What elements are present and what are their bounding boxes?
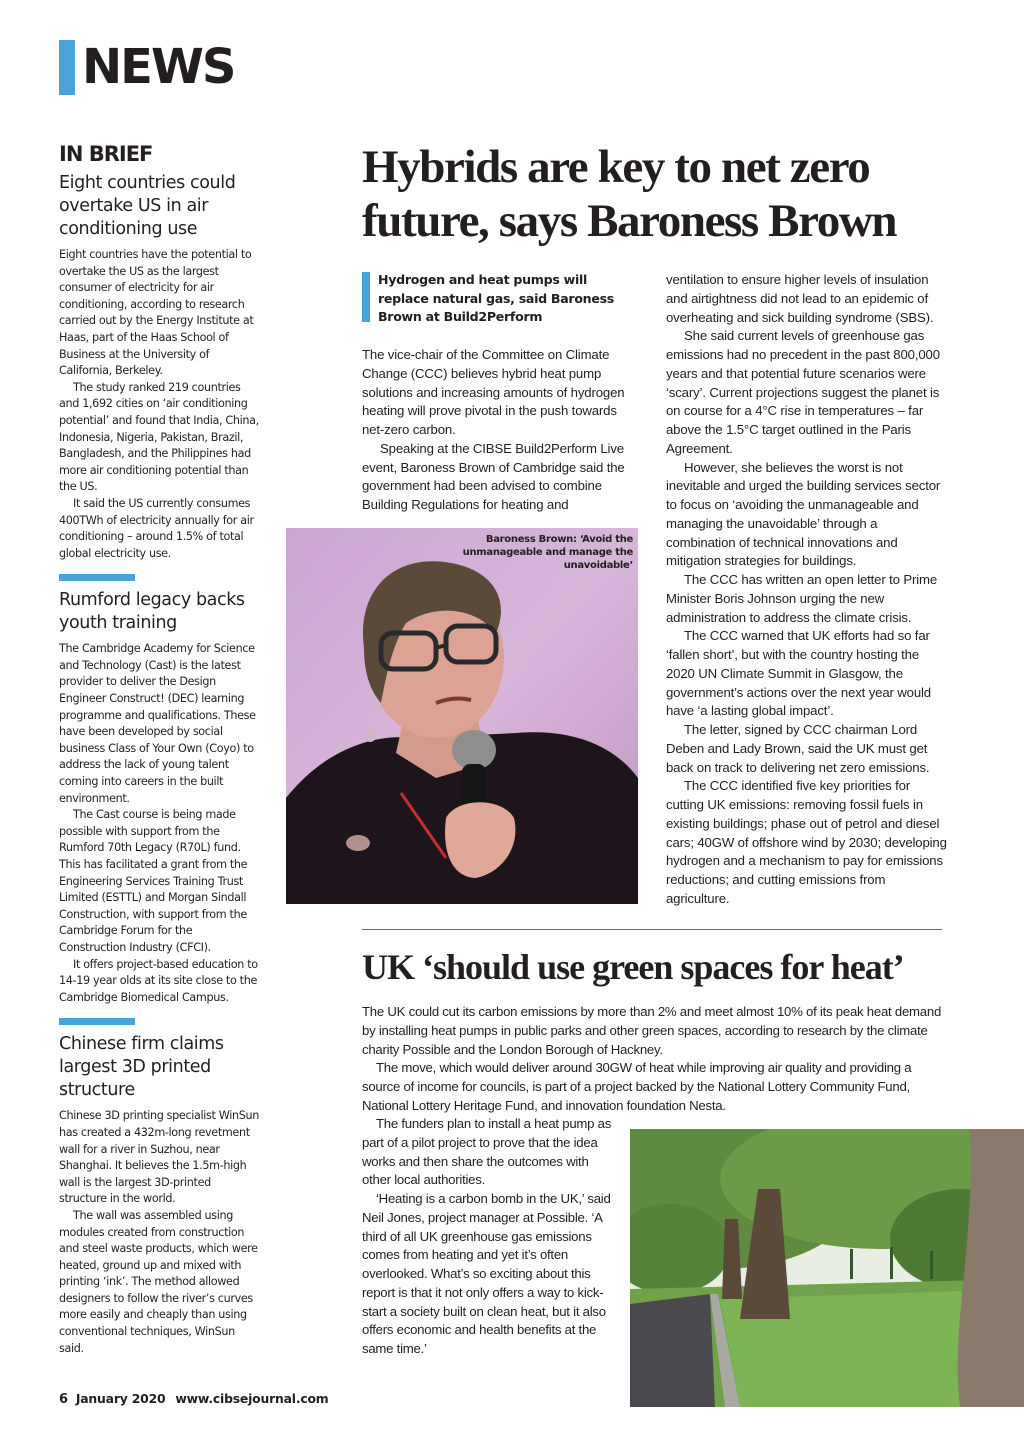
website-link[interactable]: www.cibsejournal.com [175,1391,329,1406]
brief-divider [59,574,135,581]
brief-headline: Chinese firm claims largest 3D printed structure [59,1034,224,1101]
brief-paragraph: The Cambridge Academy for Science and Technology (Cast) is the latest provider to deliver the Design Engineer Construct! (DEC) learning programme and qualifications. These have been developed by social business Class of Your Own (Coyo) to address the lack of young talent coming into careers in the built environment. [59,642,256,805]
article-paragraph: However, she believes the worst is not inevitable and urged the building services sector to focus on ‘avoiding the unmanageable and managing the unavoidable’ through a combination of technical innovations and mitigation strategies for buildings. [666,459,941,569]
article-paragraph: Speaking at the CIBSE Build2Perform Live event, Baroness Brown of Cambridge said the government had been advised to combine Building Regulations for heating and [362,440,625,512]
photo-caption: Baroness Brown: ‘Avoid the unmanageable and manage the unavoidable’ [462,534,633,571]
brief-paragraph: The study ranked 219 countries and 1,692 cities on ‘air conditioning potential’ and found that India, China, Indonesia, Nigeria, Pakistan, Brazil, Bangladesh, and the Philippines had more air conditioning potential than the US. [59,380,259,494]
brief-paragraph: The wall was assembled using modules created from construction and steel waste products, which were heated, ground up and mixed with printing ‘ink’. The method allowed designers to follow the river’s curves more easily and cheaply than using conventional techniques, WinSun said. [59,1208,258,1355]
article-paragraph: The CCC warned that UK efforts had so far ‘fallen short’, but with the country hosting the 2020 UN Climate Summit in Glasgow, the government’s actions over the next year would have ‘a lasting global impact’. [666,628,931,719]
in-brief-sidebar [59,140,259,1357]
page-footer [59,1391,339,1408]
standfirst-accent-bar [362,272,370,322]
article-paragraph: She said current levels of greenhouse gas emissions had no precedent in the past 800,000 years and that potential future scenarios were ‘scary’. Current projections suggest the planet is on course for a 4°C rise in temperatures – far above the 1.5°C target outlined in the Paris Agreement. [666,328,940,456]
brief-item [59,589,259,1006]
article-paragraph: ‘Heating is a carbon bomb in the UK,’ said Neil Jones, project manager at Possible. ‘A third of all UK greenhouse gas emissions comes from heating and yet it’s often overlooked. What’s so exciting about this report is that it not only offers a way to kick-start a society built on clean heat, but it also offers economic and health benefits at the same time.’ [362,1191,611,1356]
brief-item [59,1033,259,1357]
brief-paragraph: Chinese 3D printing specialist WinSun has created a 432m-long revetment wall for a river in Suzhou, near Shanghai. It believes the 1.5m-high wall is the largest 3D-printed structure in the world. [59,1109,259,1206]
brief-headline: Rumford legacy backs youth training [59,590,245,634]
article-paragraph: The letter, signed by CCC chairman Lord Deben and Lady Brown, said the UK must get back on track to delivering net zero emissions. [666,722,930,775]
brief-item [59,172,259,562]
brief-paragraph: The Cast course is being made possible with support from the Rumford 70th Legacy (R70L) fund. This has facilitated a grant from the Engineering Services Training Trust Limited (ESTTL) and Morgan Sindall Construction, with support from the Cambridge Forum for the Construction Industry (CFCI). [59,808,248,954]
article-column-1 [362,346,642,515]
article-paragraph: The CCC has written an open letter to Prime Minister Boris Johnson urging the new administration to address the climate crisis. [666,572,938,625]
article-headline: UK ‘should use green spaces for heat’ [362,947,904,987]
article-paragraph: ventilation to ensure higher levels of insulation and airtightness did not lead to an epidemic of overheating and sick building syndrome (SBS). [666,272,934,325]
section-accent-bar [59,40,75,95]
park-illustration [630,1129,1024,1407]
in-brief-label: IN BRIEF [59,142,153,166]
brief-paragraph: Eight countries have the potential to overtake the US as the largest consumer of electricity for air conditioning, according to research carried out by the Energy Institute at Haas, part of the Haas School of Business at the University of California, Berkeley. [59,248,254,378]
brief-paragraph: It offers project-based education to 14-19 year olds at its site close to the Cambridge Biomedical Campus. [59,957,258,1004]
article-intro [362,1003,942,1116]
brief-divider [59,1018,135,1025]
article-divider [362,929,942,930]
article-paragraph: The UK could cut its carbon emissions by more than 2% and meet almost 10% of its peak heat demand by installing heat pumps in public parks and other green spaces, according to research by the climate charity Possible and the London Borough of Hackney. [362,1004,942,1057]
article-column [362,1115,620,1359]
article-paragraph: The vice-chair of the Committee on Climate Change (CCC) believes hybrid heat pump solutions and increasing amounts of hydrogen heating will prove pivotal in the push towards net-zero carbon. [362,347,625,437]
article-column-2 [666,271,948,909]
baroness-brown-photo [286,528,638,904]
brief-headline: Eight countries could overtake US in air conditioning use [59,173,236,239]
article-paragraph: The move, which would deliver around 30GW of heat while improving air quality and providing a source of income for councils, is part of a project backed by the National Lottery Community Fund, National Lottery Heritage Fund, and innovation foundation Nesta. [362,1060,912,1113]
portrait-illustration [286,528,638,904]
article-paragraph: The CCC identified five key priorities for cutting UK emissions: removing fossil fuels in existing buildings; phase out of petrol and diesel cars; 40GW of offshore wind by 2030; developing hydrogen and a mechanism to pay for emissions reductions; and cutting emissions from agriculture. [666,778,947,906]
page-number: 6 [59,1392,68,1407]
article-standfirst: Hydrogen and heat pumps will replace natural gas, said Baroness Brown at Build2Perform [378,272,614,325]
article-paragraph: The funders plan to install a heat pump as part of a pilot project to prove that the idea works and then share the outcomes with other local authorities. [362,1116,612,1188]
article-headline: Hybrids are key to net zero future, says Baroness Brown [362,141,897,247]
section-title: NEWS [82,39,235,95]
brief-paragraph: It said the US currently consumes 400TWh of electricity annually for air conditioning – around 1.5% of total global electricity use. [59,496,254,560]
issue-date: January 2020 [75,1391,166,1406]
park-photo [630,1129,1024,1407]
